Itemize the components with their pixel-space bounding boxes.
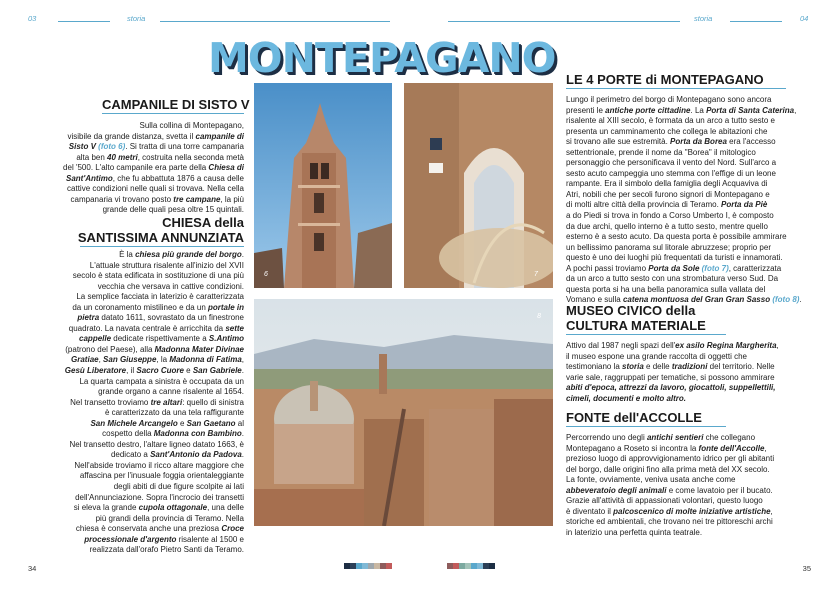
campanile-heading-rule bbox=[102, 113, 244, 114]
campanile-text: Sulla collina di Montepagano, visibile da grande distanza, svetta il campanile di Sisto V (foto 6). Si tratta di una torre campanaria alta ben 40 metri, costruita nella seconda metà del '500. L'alto campanile era parte della Chiesa di Sant'Antimo, che fu abbattuta 1876 a causa delle cattive condizioni nelle quali si trovava. Nella cella campanaria vi trovano posto tre campane, la più grande delle quali pesa oltre 15 quintali. bbox=[63, 121, 244, 215]
header-rule bbox=[160, 21, 390, 22]
header-right-section: storia bbox=[694, 14, 713, 23]
porte-heading-rule bbox=[566, 88, 786, 89]
header-rule bbox=[58, 21, 110, 22]
header-rule bbox=[448, 21, 680, 22]
porte-text: Lungo il perimetro del borgo di Montepagano sono ancora presenti le antiche porte cittadine. La Porta di Santa Caterina, risalente al XIII secolo, è formata da un arco a tutto sesto e presenta un camminamento che collega le abitazioni che si trovano alle sue estremità. Porta da Borea era l'accesso settentrionale, prende il nome da "Borea" il mitologico personaggio che personificava il vento del Nord. Sull'arco a sesto acuto campeggia uno stemma con l'effige di un leone rampante. Era il simbolo della famiglia degli Acquaviva di Atri, nobili che per secoli furono signori di Montepagano e di molti altre città della provincia di Teramo. Porta da Piè a do Piedi si trova in fondo a Corso Umberto I, è composto da due archi, quello interno è a tutto sesto, mentre quello esterno è a sesto acuto. Da questa porta è possibile ammirare un bellissimo panorama sul litorale abruzzese; proprio per questo è uno dei luoghi più frequentati da turisti e innamorati. A pochi passi troviamo Porta da Sole (foto 7), caratterizzata da un arco a tutto sesto con una strombatura verso Sud. Da questa porta si ha una bella panoramica sulla vallata del Vomano e sulla catena montuosa del Gran Gran Sasso (foto 8). bbox=[566, 95, 802, 305]
photo-panorama bbox=[254, 299, 553, 526]
chiesa-heading-1: CHIESA della bbox=[162, 215, 244, 230]
photo-number: 7 bbox=[534, 271, 538, 278]
header-right-page-number: 04 bbox=[800, 14, 809, 23]
color-swatch bbox=[489, 563, 495, 569]
header-left-section: storia bbox=[127, 14, 146, 23]
header-left-page-number: 03 bbox=[28, 14, 37, 23]
photo-campanile bbox=[254, 83, 392, 288]
color-swatches-right bbox=[447, 563, 495, 569]
photo-number: 8 bbox=[537, 313, 541, 320]
porta-image bbox=[404, 83, 553, 288]
photo-number: 6 bbox=[264, 271, 268, 278]
museo-heading-rule bbox=[566, 334, 726, 335]
fonte-heading: FONTE dell'ACCOLLE bbox=[566, 410, 702, 425]
panorama-image bbox=[254, 299, 553, 526]
chiesa-text: È la chiesa più grande del borgo. L'attuale struttura risalente all'inizio del XVII secolo è stata edificata in sostituzione di una più vecchia che versava in cattive condizioni. La semplice facciata in laterizio è caratterizzata da un coronamento mistilineo e da un portale in pietra datato 1611, sovrastato da un finestrone quadrato. La navata centrale è arricchita da sette cappelle dedicate rispettivamente a S.Antimo (patrono del Paese), alla Madonna Mater Divinae Gratiae, San Giuseppe, la Madonna di Fatima, Gesù Liberatore, il Sacro Cuore e San Gabriele. La quarta campata a sinistra è occupata da un grande organo a canne risalente al 1654. Nel transetto troviamo tre altari: quello di sinistra è caratterizzato da una tela raffigurante San Michele Arcangelo e San Gaetano al cospetto della Madonna con Bambino. Nel transetto destro, l'altare ligneo datato 1663, è dedicato a Sant'Antonio da Padova. Nell'abside troviamo il ricco altare maggiore che affascina per l'inusuale foggia orientaleggiante degli abiti di due figure scolpite ai lati dell'Annunciazione. Sopra l'incrocio dei transetti si eleva la grande cupola ottagonale, una delle più grandi della provincia di Teramo. Nella chiesa è conservata anche una preziosa Croce processionale d'argento risalente al 1500 e realizzata dall'orafo Pietro Santi da Teramo. bbox=[64, 250, 244, 555]
header-rule bbox=[730, 21, 782, 22]
fonte-text: Percorrendo uno degli antichi sentieri che collegano Montepagano a Roseto si incontra la fonte dell'Accolle, prezioso luogo di approvvigionamento idrico per gli abitanti del borgo, dalle origini fino alla prima metà del XX secolo. La fonte, ovviamente, veniva usata anche come abbeveratoio degli animali e come lavatoio per il bucato. Grazie all'attività di appassionati volontari, questo luogo è diventato il palcoscenico di molte iniziative artistiche, storiche ed ambientali, che trovano nei tre pittoreschi archi in laterizio una perfetta quinta teatrale. bbox=[566, 433, 775, 537]
chiesa-heading-rule bbox=[80, 246, 244, 247]
fonte-heading-rule bbox=[566, 426, 726, 427]
museo-text: Attivo dal 1987 negli spazi dell'ex asilo Regina Margherita, il museo espone una grande raccolta di oggetti che testimoniano la storia e delle tradizioni del territorio. Nelle varie sale, raggruppati per tematiche, si possono ammirare abiti d'epoca, attrezzi da lavoro, giocattoli, suppellettili, cimeli, documenti e molto altro. bbox=[566, 341, 779, 403]
campanile-heading: CAMPANILE DI SISTO V bbox=[102, 97, 250, 112]
color-swatches-left bbox=[344, 563, 392, 569]
footer-left-page-number: 34 bbox=[28, 564, 37, 573]
photo-porta bbox=[404, 83, 553, 288]
chiesa-heading-2: SANTISSIMA ANNUNZIATA bbox=[77, 230, 244, 245]
color-swatch bbox=[386, 563, 392, 569]
porte-heading: LE 4 PORTE di MONTEPAGANO bbox=[566, 72, 764, 87]
footer-right-page-number: 35 bbox=[802, 564, 811, 573]
museo-heading-2: CULTURA MATERIALE bbox=[566, 318, 706, 333]
page-title: MONTEPAGANO bbox=[208, 34, 556, 82]
campanile-image bbox=[254, 83, 392, 288]
museo-heading-1: MUSEO CIVICO della bbox=[566, 303, 696, 318]
